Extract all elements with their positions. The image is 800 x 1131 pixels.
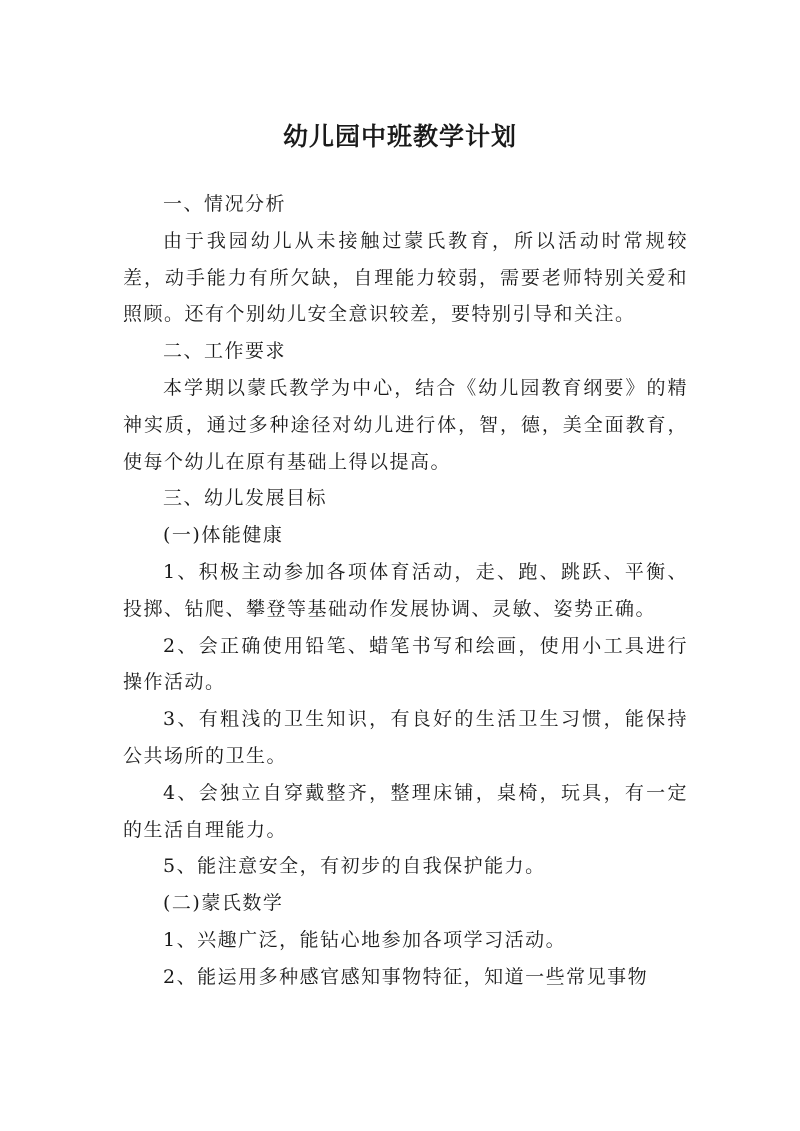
list-item-math-2: 2、能运用多种感官感知事物特征，知道一些常见事物 bbox=[163, 965, 649, 988]
subheading-montessori-math: (二)蒙氏数学 bbox=[163, 892, 284, 915]
subheading-physical-health: (一)体能健康 bbox=[163, 524, 284, 547]
paragraph-work-requirements: 本学期以蒙氏教学为中心，结合《幼儿园教育纲要》的精神实质，通过多种途径对幼儿进行体，智，德，美全面教育，使每个幼儿在原有基础上得以提高。 bbox=[123, 376, 688, 473]
list-item-physical-3: 3、有粗浅的卫生知识，有良好的生活卫生习惯，能保持公共场所的卫生。 bbox=[123, 708, 688, 767]
section-heading-situation-analysis: 一、情况分析 bbox=[163, 193, 287, 215]
list-item-math-1: 1、兴趣广泛，能钻心地参加各项学习活动。 bbox=[163, 928, 567, 951]
list-item-physical-5: 5、能注意安全，有初步的自我保护能力。 bbox=[163, 855, 546, 878]
list-item-physical-2: 2、会正确使用铅笔、蜡笔书写和绘画，使用小工具进行操作活动。 bbox=[123, 634, 688, 694]
section-heading-development-goals: 三、幼儿发展目标 bbox=[163, 487, 328, 510]
section-heading-work-requirements: 二、工作要求 bbox=[163, 340, 287, 363]
paragraph-situation-analysis: 由于我园幼儿从未接触过蒙氏教育，所以活动时常规较差，动手能力有所欠缺，自理能力较弱，需要老师特别关爱和照顾。还有个别幼儿安全意识较差，要特别引导和关注。 bbox=[123, 229, 688, 326]
list-item-physical-1: 1、积极主动参加各项体育活动，走、跑、跳跃、平衡、投掷、钻爬、攀登等基础动作发展协调、灵敏、姿势正确。 bbox=[123, 560, 688, 620]
document-body bbox=[123, 186, 688, 996]
document-title: 幼儿园中班教学计划 bbox=[282, 121, 517, 151]
list-item-physical-4: 4、会独立自穿戴整齐，整理床铺，桌椅，玩具，有一定的生活自理能力。 bbox=[123, 781, 688, 841]
